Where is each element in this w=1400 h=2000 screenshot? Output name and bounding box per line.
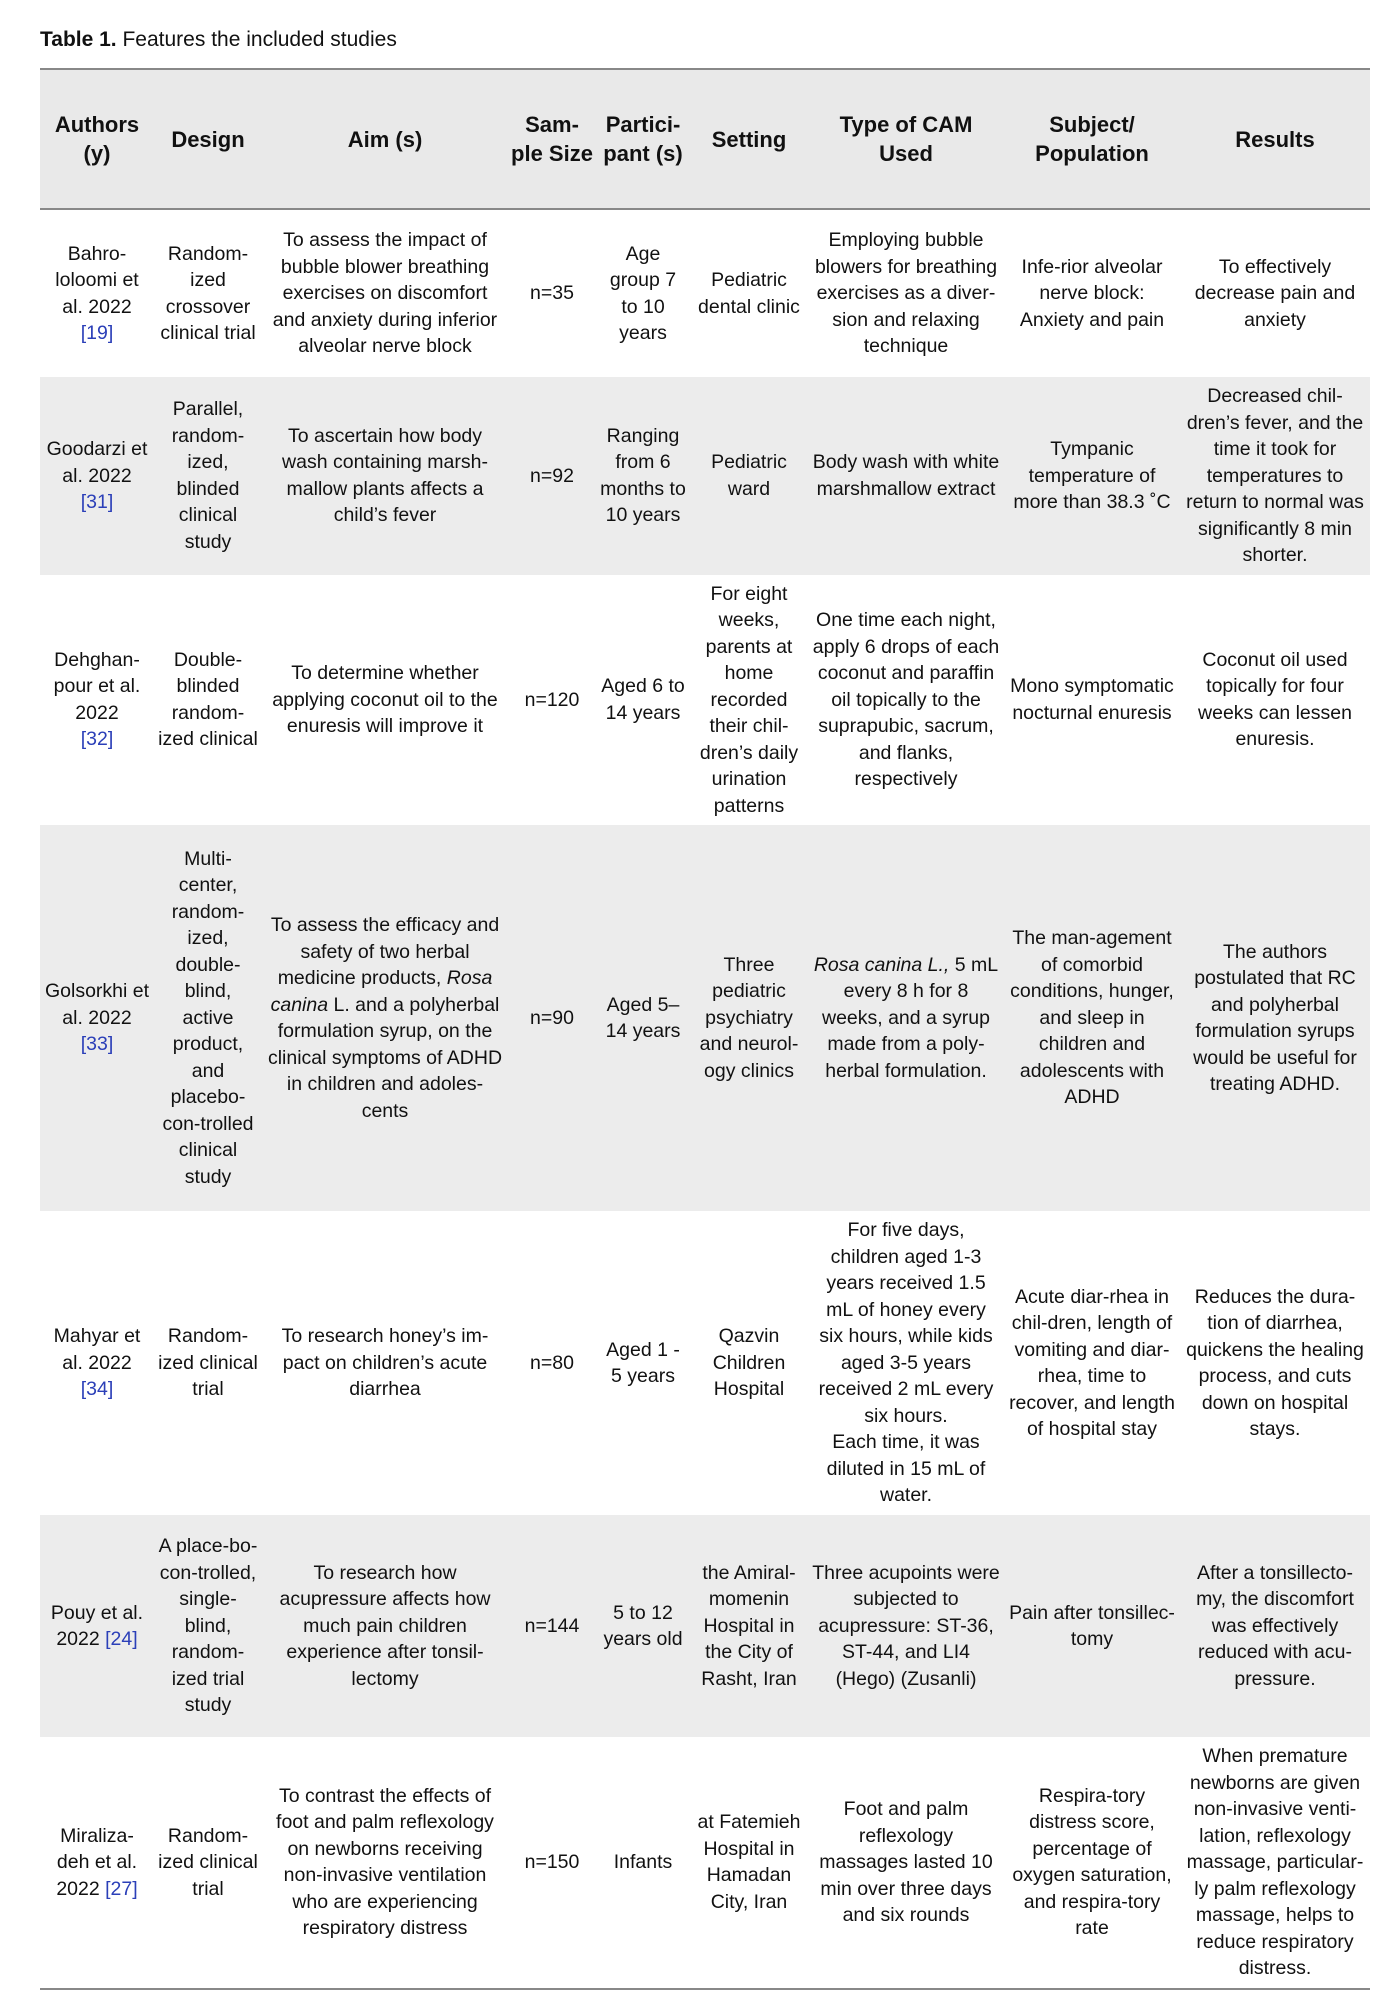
cell-setting: Pediatric ward [711,451,787,500]
reference-link[interactable]: [24] [105,1628,138,1650]
cell-cam-type: Three acupoints were subjected to acupressure: ST-36, ST-44, and LI4 (Hego) (Zusanli) [812,1561,1000,1690]
cell-aim: To assess the impact of bubble blower breathing exercises on discomfort and anxiety during inferior alveolar nerve block [272,229,498,358]
cell-subject: The man-agement of comorbid conditions, hunger, and sleep in children and adolescents with ADHD [1010,927,1174,1109]
cell-design: Double-blinded random-ized clinical [158,648,258,751]
table-caption-text: Features the included studies [122,28,397,51]
table-header-row [40,69,1370,209]
header-authors: Authors (y) [54,112,140,166]
cell-authors: Mahyar et al. 2022 [34] [53,1325,141,1401]
header-results: Results [1235,126,1315,152]
cell-cam-type: For five days, children aged 1-3 years received 1.5 mL of honey every six hours, while kids aged 3-5 years received 2 mL every six hours. Each time, it was diluted in 15 mL of water. [818,1219,994,1507]
cell-design: Parallel, random-ized, blinded clinical study [171,398,245,553]
cell-cam-type: Employing bubble blowers for breathing exercises as a diver-sion and relaxing technique [814,229,998,358]
cell-setting: at Fatemieh Hospital in Hamadan City, Iran [697,1811,801,1913]
cell-results: When premature newborns are given non-invasive venti-lation, reflexology massage, particular-ly palm reflexology massage, helps to reduce respiratory distress. [1186,1745,1364,1979]
cell-sample-size: n=35 [530,282,574,305]
header-aim: Aim (s) [347,126,423,152]
cell-subject: Mono symptomatic nocturnal enuresis [1010,675,1174,724]
cell-aim: To contrast the effects of foot and palm reflexology on newborns receiving non-invasive ventilation who are experiencing respiratory distress [276,1784,494,1940]
cell-participants: Age group 7 to 10 years [609,242,677,344]
cell-participants: Aged 5–14 years [605,993,681,1042]
cell-results: Reduces the dura-tion of diarrhea, quickens the healing process, and cuts down on hospital stays. [1186,1285,1364,1440]
cell-design: A place-bo-con-trolled, single-blind, random-ized trial study [158,1535,258,1717]
cell-authors: Miraliza-deh et al. 2022 [27] [56,1824,138,1900]
table-caption [40,26,397,54]
cell-sample-size: n=120 [524,688,580,711]
cell-sample-size: n=92 [530,464,574,487]
cell-setting: the Amiral-momenin Hospital in the City of Rasht, Iran [701,1561,797,1690]
cell-subject: Respira-tory distress score, percentage of oxygen saturation, and respira-tory rate [1012,1784,1172,1940]
cell-cam-type: One time each night, apply 6 drops of each coconut and paraffin oil topically to the suprapubic, sacrum, and flanks, respectively [812,609,1000,790]
cell-participants: Ranging from 6 months to 10 years [600,424,686,527]
cell-aim: To research honey’s im-pact on children’s acute diarrhea [281,1325,489,1401]
header-setting: Setting [711,126,787,152]
cell-design: Random-ized clinical trial [158,1325,258,1401]
cell-aim: To research how acupressure affects how much pain children experience after tonsil-lectomy [279,1561,491,1690]
header-sample-size: Sam-ple Size [511,112,593,166]
reference-link[interactable]: [31] [80,491,114,513]
cell-participants: Aged 6 to 14 years [601,675,685,724]
cell-authors: Dehghan-pour et al. 2022 [32] [53,648,141,751]
cell-participants: Aged 1 - 5 years [606,1338,680,1387]
table-row [40,1737,1370,1989]
cell-authors: Golsorkhi et al. 2022 [33] [44,980,150,1056]
table-row [40,1211,1370,1515]
cell-subject: Tympanic temperature of more than 38.3 ˚C [1013,438,1171,513]
cell-cam-type: Body wash with white marshmallow extract [812,451,1000,500]
cell-setting: Three pediatric psychiatry and neurol-ogy clinics [699,953,799,1082]
cell-cam-type: Foot and palm reflexology massages lasted 10 min over three days and six rounds [819,1798,993,1926]
header-subject: Subject/ Population [1035,112,1149,166]
cell-participants: 5 to 12 years old [603,1601,683,1650]
cell-setting: Pediatric dental clinic [698,269,800,318]
cell-aim: To ascertain how body wash containing marsh-mallow plants affects a child’s fever [282,424,488,527]
cell-results: To effectively decrease pain and anxiety [1194,255,1356,331]
table-row [40,209,1370,377]
cell-results: The authors postulated that RC and polyherbal formulation syrups would be useful for treating ADHD. [1193,940,1357,1095]
species-name: Rosa canina L., [813,953,950,976]
table-caption-label: Table 1. [40,28,117,51]
cell-results: After a tonsillecto-my, the discomfort was effectively reduced with acu-pressure. [1196,1561,1354,1690]
cell-design: Random-ized clinical trial [158,1824,258,1900]
cell-sample-size: n=80 [530,1351,574,1374]
cell-results: Decreased chil-dren’s fever, and the time it took for temperatures to return to normal was significantly 8 min shorter. [1186,385,1364,566]
reference-link[interactable]: [32] [80,728,114,751]
cell-design: Random-ized crossover clinical trial [160,242,256,344]
reference-link[interactable]: [19] [80,322,114,344]
reference-link[interactable]: [33] [80,1033,114,1056]
cell-setting: Qazvin Children Hospital [712,1325,786,1401]
cell-design: Multi-center, random-ized, double-blind, active product, and placebo-con-trolled clinical study [162,847,254,1188]
cell-sample-size: n=90 [530,1006,574,1029]
cell-authors: Bahro-loloomi et al. 2022 [19] [55,242,139,344]
cell-results: Coconut oil used topically for four weeks can lessen enuresis. [1198,648,1352,751]
table-row [40,377,1370,575]
cell-aim: To assess the efficacy and safety of two herbal medicine products, Rosa canina L. and a polyherbal formulation syrup, on the clinical symptoms of ADHD in children and adoles-cents [267,914,503,1122]
features-table [40,68,1370,1990]
cell-participants: Infants [613,1851,673,1873]
header-participants: Partici-pant (s) [603,112,683,166]
header-design: Design [171,126,245,152]
cell-cam-type: Rosa canina L., 5 mL every 8 h for 8 weeks, and a syrup made from a poly-herbal formulation. [813,953,999,1082]
cell-subject: Pain after tonsillec-tomy [1009,1601,1175,1650]
reference-link[interactable]: [27] [105,1877,138,1900]
cell-aim: To determine whether applying coconut oil to the enuresis will improve it [272,662,498,737]
table-row [40,575,1370,826]
reference-link[interactable]: [34] [80,1378,114,1401]
cell-authors: Pouy et al. 2022 [24] [50,1601,144,1650]
species-name: Rosa canina [270,967,493,1016]
table-row [40,825,1370,1211]
header-cam-type: Type of CAM Used [839,112,973,166]
cell-sample-size: n=150 [524,1851,580,1873]
cell-authors: Goodarzi et al. 2022 [31] [46,438,148,513]
cell-subject: Acute diar-rhea in chil-dren, length of vomiting and diar-rhea, time to recover, and length of hospital stay [1009,1285,1175,1440]
cell-sample-size: n=144 [524,1614,580,1637]
cell-subject: Infe-rior alveolar nerve block: Anxiety and pain [1019,255,1165,331]
cell-setting: For eight weeks, parents at home recorded their chil-dren’s daily urination patterns [699,582,799,817]
table-row [40,1515,1370,1737]
